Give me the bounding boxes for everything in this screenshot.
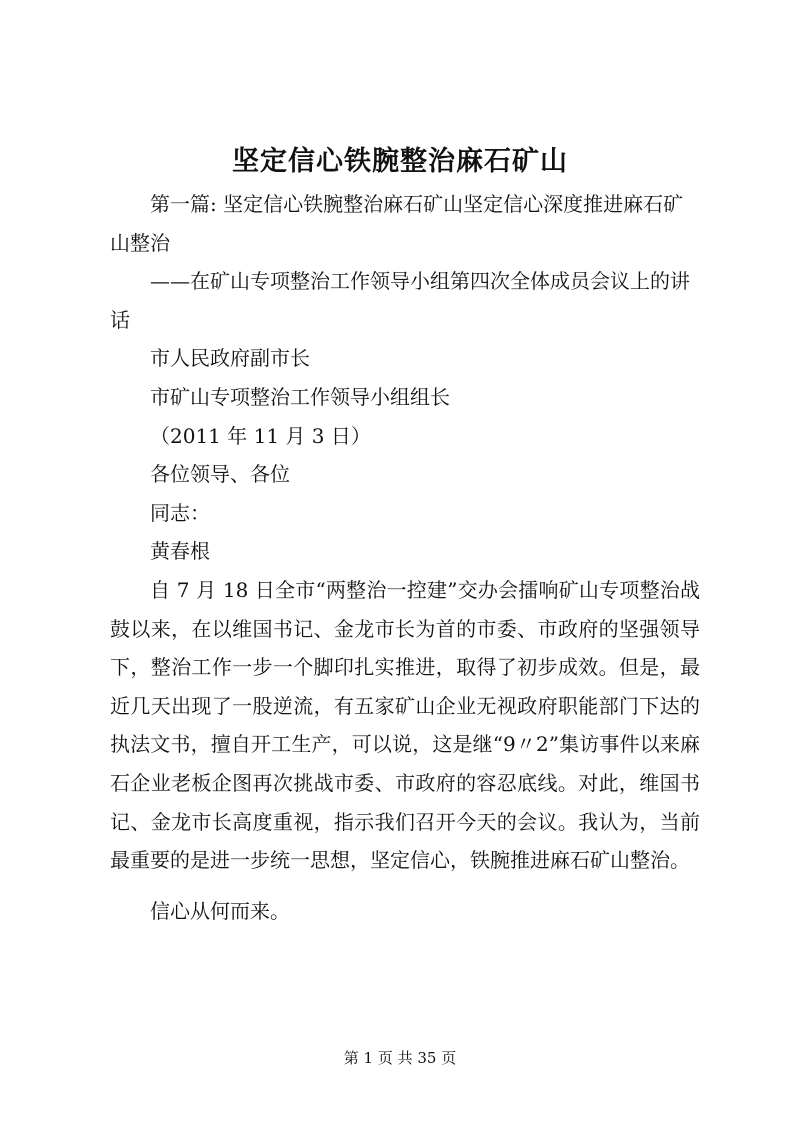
page-number-footer: 第 1 页 共 35 页 [343, 1049, 457, 1067]
paragraph-speaker-role: 市矿山专项整治工作领导小组组长 [150, 384, 450, 409]
paragraph-main: 自 7 月 18 日全市“两整治一控建”交办会擂响矿山专项整治战鼓以来，在以维国书记、金龙市长为首的市委、市政府的坚强领导下，整治工作一步一个脚印扎实推进，取得了初步成效。但是，最近几天出现了一股逆流，有五家矿山企业无视政府职能部门下达的执法文书，擅自开工生产，可以说，这是继“9〃2”集访事件以来麻石企业老板企图再次挑战市委、市政府的容忍底线。对此，维国书记、金龙市长高度重视，指示我们召开今天的会议。我认为，当前最重要的是进一步统一思想，坚定信心，铁腕推进麻石矿山整治。 [110, 577, 700, 873]
paragraph-greeting: 各位领导、各位 [150, 462, 290, 487]
paragraph-speaker-title: 市人民政府副市长 [150, 346, 310, 371]
document-title: 坚定信心铁腕整治麻石矿山 [232, 146, 568, 177]
paragraph-date: （2011 年 11 月 3 日） [150, 423, 371, 448]
paragraph-greeting-cont: 同志： [150, 500, 210, 525]
paragraph-subtitle: ——在矿山专项整治工作领导小组第四次全体成员会议上的讲话 [110, 269, 690, 332]
paragraph-speaker-name: 黄春根 [150, 539, 210, 564]
document-body [110, 185, 700, 930]
paragraph-section: 信心从何而来。 [150, 898, 290, 923]
paragraph-heading: 第一篇: 坚定信心铁腕整治麻石矿山坚定信心深度推进麻石矿山整治 [110, 192, 684, 255]
